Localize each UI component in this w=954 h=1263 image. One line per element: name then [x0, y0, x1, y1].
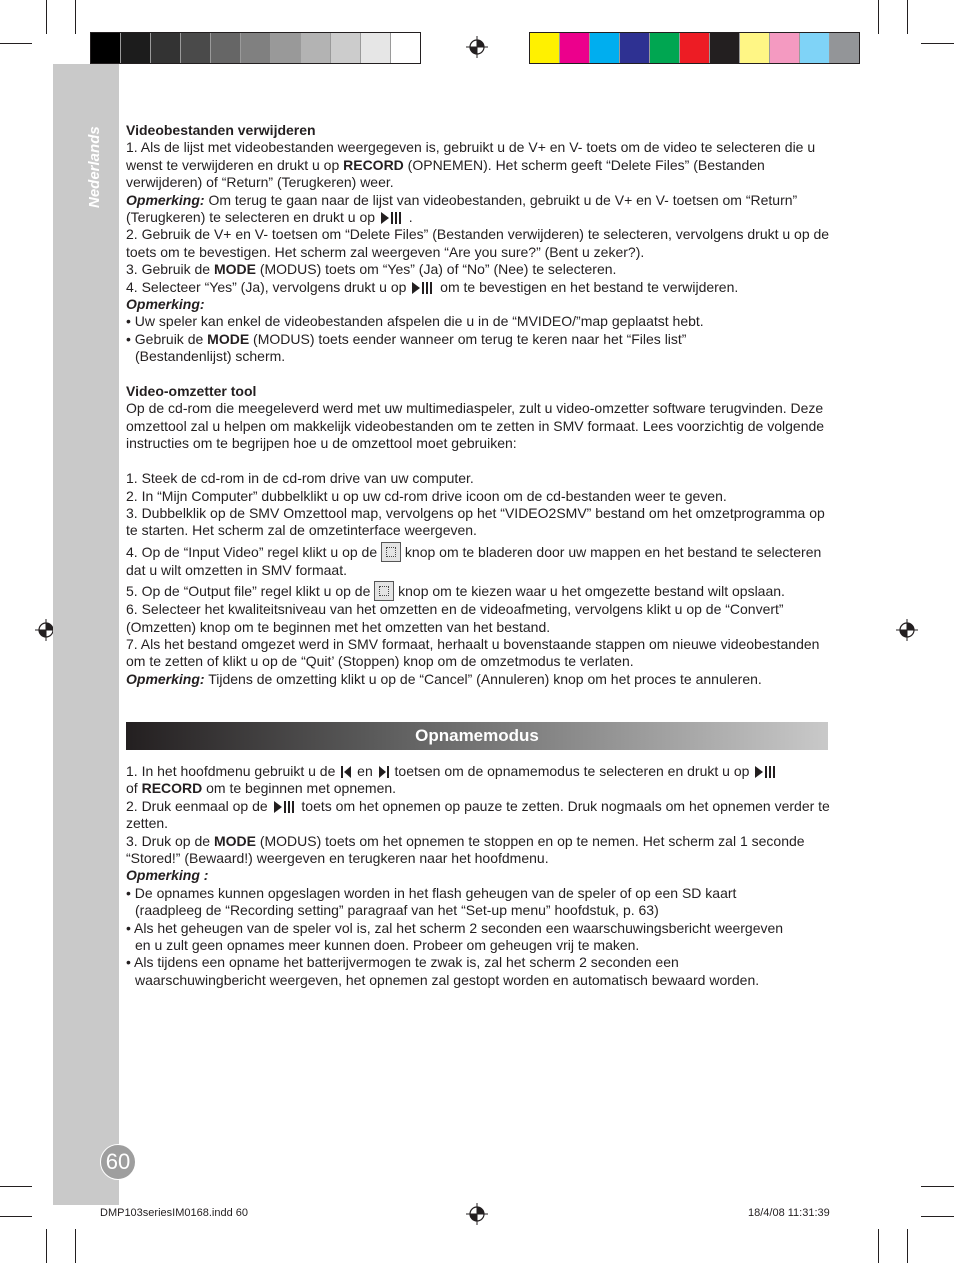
footer-filename: DMP103seriesIM0168.indd 60: [100, 1207, 248, 1219]
color-swatch: [770, 33, 800, 63]
note-label: Opmerking :: [126, 867, 209, 884]
bullet-continuation: (raadpleeg de “Recording setting” paragraaf van het “Set-up menu” hoofdstuk, p. 63): [135, 902, 659, 919]
paragraph: 1. Als de lijst met videobestanden weergegeven is, gebruikt u de V+ en V- toets om de video te selecteren die u wenst te verwijderen en drukt u op RECORD (OPNEMEN). Het scherm geeft “Delete Files” (Bestanden verwijderen) of “Return” (Terugkeren) weer.: [126, 139, 816, 191]
color-swatch: [391, 33, 420, 63]
bullet-item: • Als tijdens een opname het batterijvermogen te zwak is, zal het scherm 2 seconden een: [126, 954, 679, 971]
crop-mark: [907, 1229, 908, 1263]
crop-mark: [921, 1186, 954, 1187]
color-swatch: [530, 33, 560, 63]
crop-mark: [75, 0, 76, 34]
crop-mark: [0, 1216, 32, 1217]
crop-mark: [75, 1229, 76, 1263]
crop-mark: [878, 0, 879, 34]
section-banner: Opnamemodus: [126, 722, 828, 750]
color-swatch: [271, 33, 301, 63]
paragraph: Op de cd-rom die meegeleverd werd met uw multimediaspeler, zult u video-omzetter software terugvinden. Deze omzettool zal u helpen om makkelijk videobestanden om te zetten in SMV formaat. Lees voorzichtig de volgende instructies om te begrijpen hoe u de omzettool moet gebruiken:: [126, 400, 825, 452]
crop-mark: [878, 1229, 879, 1263]
crop-mark: [0, 1186, 32, 1187]
paragraph: 4. Selecteer “Yes” (Ja), vervolgens drukt u op om te bevestigen en het bestand te verwijderen.: [126, 278, 739, 295]
color-swatch: [91, 33, 121, 63]
step-item: 6. Selecteer het kwaliteitsniveau van het omzetten en de videoafmeting, vervolgens klikt u op de “Convert” (Omzetten) knop om te beginnen met het omzetten van het bestand.: [126, 601, 784, 635]
footer-timestamp: 18/4/08 11:31:39: [748, 1207, 830, 1219]
color-swatch: [650, 33, 680, 63]
step-item: 2. Druk eenmaal op de toets om het opnemen op pauze te zetten. Druk nogmaals om het opnemen verder te zetten.: [126, 797, 830, 832]
crop-mark: [46, 1229, 47, 1263]
paragraph: 2. Gebruik de V+ en V- toetsen om “Delete Files” (Bestanden verwijderen) te selecteren, vervolgens drukt u op de toets om te bevestigen. Het scherm zal weergeven “Are you sure?” (Bent u zeker?).: [126, 226, 830, 260]
step-continuation: of RECORD om te beginnen met opnemen.: [126, 780, 397, 797]
color-swatch: [241, 33, 271, 63]
color-swatch: [590, 33, 620, 63]
registration-mark-icon: [896, 619, 918, 641]
section-heading: Video-omzetter tool: [126, 383, 257, 400]
crop-mark: [907, 0, 908, 34]
step-item: 3. Druk op de MODE (MODUS) toets om het opnemen te stoppen en op te nemen. Het scherm zal 1 seconde “Stored!” (Bewaard!) weergeven en terugkeren naar het hoofdmenu.: [126, 832, 805, 867]
bullet-continuation: en u zult geen opnames meer kunnen doen. Probeer om geheugen vrij te maken.: [135, 937, 640, 954]
step-item: 5. Op de “Output file” regel klikt u op de knop om te kiezen waar u het omgezette bestand wilt opslaan.: [126, 583, 785, 600]
section-heading: Videobestanden verwijderen: [126, 122, 316, 138]
step-item: 2. In “Mijn Computer” dubbelklikt u op uw cd-rom drive icoon om de cd-bestanden weer te geven.: [126, 487, 727, 504]
color-swatch: [830, 33, 859, 63]
note: Opmerking: Om terug te gaan naar de lijst van videobestanden, gebruikt u de V+ en V- toetsen om “Return” (Terugkeren) te selecteren en drukt u op .: [126, 191, 798, 226]
note: Opmerking: Tijdens de omzetting klikt u op de “Cancel” (Annuleren) knop om het proces te annuleren.: [126, 670, 762, 687]
color-swatch: [121, 33, 151, 63]
color-calibration-bar: [529, 32, 860, 64]
step-item: 4. Op de “Input Video” regel klikt u op de knop om te bladeren door uw mappen en het bestand te selecteren dat u wilt omzetten in SMV formaat.: [126, 543, 822, 578]
play-pause-icon: [410, 281, 436, 295]
play-pause-icon: [379, 211, 405, 225]
browse-button-icon: [381, 542, 401, 562]
color-swatch: [361, 33, 391, 63]
main-content: [126, 122, 832, 688]
bullet-item: • Als het geheugen van de speler vol is, zal het scherm 2 seconden een waarschuwingsbericht weergeven: [126, 919, 784, 936]
note-label: Opmerking:: [126, 296, 205, 313]
page-number: 60: [100, 1144, 136, 1180]
bullet-item: • De opnames kunnen opgeslagen worden in het flash geheugen van de speler of op een SD kaart: [126, 884, 737, 901]
color-swatch: [211, 33, 241, 63]
color-swatch: [151, 33, 181, 63]
step-item: 3. Dubbelklik op de SMV Omzettool map, vervolgens op het “VIDEO2SMV” bestand om het omzetprogramma op te starten. Het scherm zal de omzetinterface weergeven.: [126, 504, 825, 539]
crop-mark: [921, 1216, 954, 1217]
bullet-continuation: (Bestandenlijst) scherm.: [135, 348, 286, 365]
play-pause-icon: [272, 800, 298, 814]
previous-icon: [339, 765, 353, 779]
bullet-item: • Gebruik de MODE (MODUS) toets eender wanneer om terug te keren naar het “Files list”: [126, 330, 687, 347]
step-item: 1. In het hoofdmenu gebruikt u de en toetsen om de opnamemodus te selecteren en drukt u op: [126, 763, 832, 780]
color-swatch: [710, 33, 740, 63]
color-swatch: [800, 33, 830, 63]
color-swatch: [680, 33, 710, 63]
color-swatch: [560, 33, 590, 63]
paragraph: 3. Gebruik de MODE (MODUS) toets om “Yes” (Ja) of “No” (Nee) te selecteren.: [126, 261, 617, 278]
browse-button-icon: [374, 581, 394, 601]
step-item: 7. Als het bestand omgezet werd in SMV formaat, herhaalt u bovenstaande stappen om nieuwe videobestanden om te zetten of klikt u op de “Quit’ (Stoppen) knop om de omzetmodus te verlaten.: [126, 635, 820, 670]
next-icon: [377, 765, 391, 779]
color-swatch: [740, 33, 770, 63]
registration-mark-icon: [466, 36, 488, 58]
sidebar: [53, 64, 119, 1205]
color-swatch: [181, 33, 211, 63]
crop-mark: [46, 0, 47, 34]
color-swatch: [301, 33, 331, 63]
grayscale-calibration-bar: [90, 32, 421, 64]
bullet-continuation: waarschuwingbericht weergeven, het opnemen zal gestopt worden en automatisch bewaard worden.: [135, 971, 760, 988]
bullet-item: • Uw speler kan enkel de videobestanden afspelen die u in de “MVIDEO/”map geplaatst hebt.: [126, 313, 704, 330]
color-swatch: [620, 33, 650, 63]
step-item: 1. Steek de cd-rom in de cd-rom drive van uw computer.: [126, 470, 474, 487]
crop-mark: [921, 43, 954, 44]
registration-mark-icon: [466, 1203, 488, 1225]
play-pause-icon: [753, 765, 779, 779]
color-swatch: [331, 33, 361, 63]
crop-mark: [0, 43, 32, 44]
recording-content: [126, 763, 832, 989]
